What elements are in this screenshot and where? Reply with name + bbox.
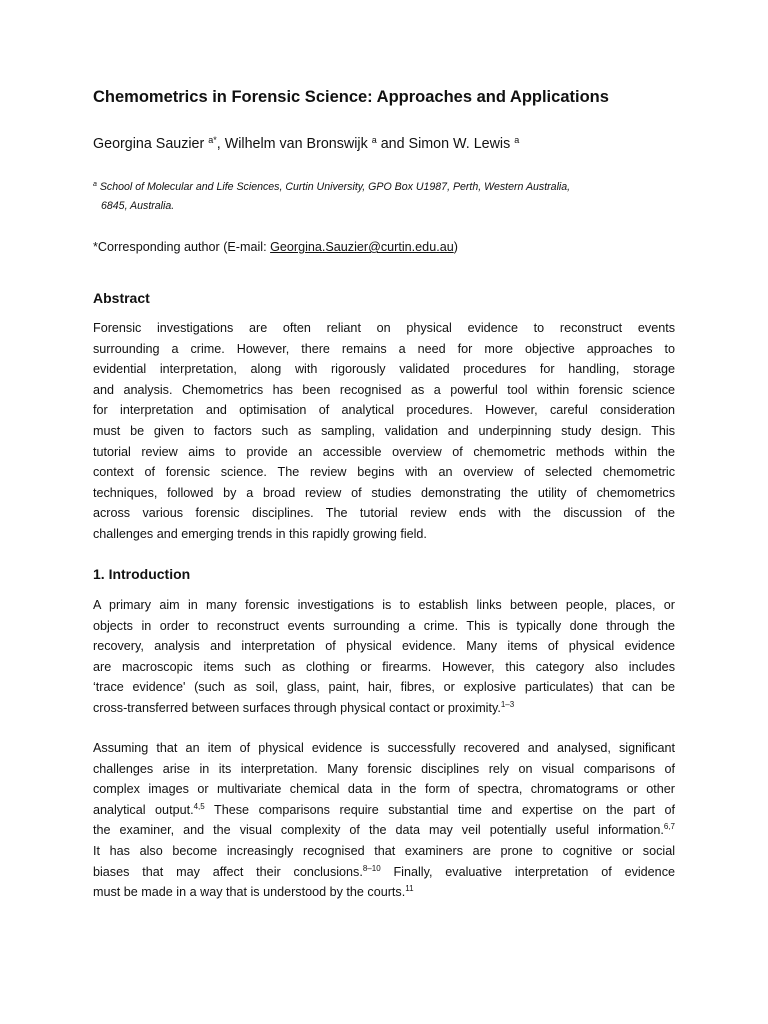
citation: 1–3 [500,699,515,709]
abstract-heading: Abstract [93,290,150,306]
introduction-heading: 1. Introduction [93,566,191,582]
citation: 6,7 [663,822,675,832]
paper-title: Chemometrics in Forensic Science: Approaches and Applications [93,88,609,106]
affiliation-marker: a* [208,135,217,145]
author-name: Simon W. Lewis [408,136,511,152]
affiliation-marker: a [514,135,520,145]
author-name: Georgina Sauzier [93,136,205,152]
affiliation-marker: a [371,135,377,145]
abstract-text: Forensic investigations are often reliant on physical evidence to reconstruct events surrounding a crime. However, there remains a need for more objective approaches to evidential interpretation, along with rigorously validated procedures for handling, storage and analysis. Chemometrics has been recognised as a powerful tool within forensic science for interpretation and optimisation of analytical procedures. However, careful consideration must be given to factors such as sampling, validation and underpinning study design. This tutorial review aims to provide an accessible overview of chemometric methods within the context of forensic science. The review begins with an overview of selected chemometric techniques, followed by a broad review of studies demonstrating the utility of chemometrics across various forensic disciplines. The tutorial review ends with the discussion of the challenges and emerging trends in this rapidly growing field. [93,321,675,541]
author-name: Wilhelm van Bronswijk [224,136,368,152]
email-link[interactable]: Georgina.Sauzier@curtin.edu.au [270,240,454,254]
affiliation: $^a$ School of Molecular and Life Sciences, Curtin University, GPO Box U1987, Perth, Western Australia, 6845, Australia. [93,181,571,212]
introduction-paragraph: A primary aim in many forensic investigations is to establish links between people, places, or objects in order to reconstruct events surrounding a crime. This is typically done through the recovery, analysis and interpretation of physical evidence. Many items of physical evidence are macroscopic items such as clothing or firearms. However, this category also includes ‘trace evidence' (such as soil, glass, paint, hair, fibres, or explosive particulates) that can be cross-transferred between surfaces through physical contact or proximity.$^{1-3}$ [93,598,675,715]
citation: 8–10 [362,863,381,873]
introduction-paragraph: Assuming that an item of physical evidence is successfully recovered and analysed, significant challenges arise in its interpretation. Many forensic disciplines rely on visual comparisons of complex images or multivariate chemical data in the form of spectra, chromatograms or other analytical output.$^{4,5}$ These comparisons require substantial time and expertise on the part of the examiner, and the visual complexity of the data may veil potentially useful information.$^{6,7}$ It has also become increasingly recognised that examiners are prone to cognitive or social biases that may affect their conclusions.$^{8-10}$ Finally, evaluative interpretation of evidence must be made in a way that is understood by the courts.$^{11}$ [93,741,675,900]
citation: 4,5 [193,801,205,811]
citation: 11 [405,884,414,894]
corresponding-author: *Corresponding author (E-mail: Georgina.Sauzier@curtin.edu.au) [93,240,458,254]
author-list: Georgina Sauzier $^{a*}$, Wilhelm van Bronswijk $^a$ and Simon W. Lewis $^a$ [93,135,520,152]
